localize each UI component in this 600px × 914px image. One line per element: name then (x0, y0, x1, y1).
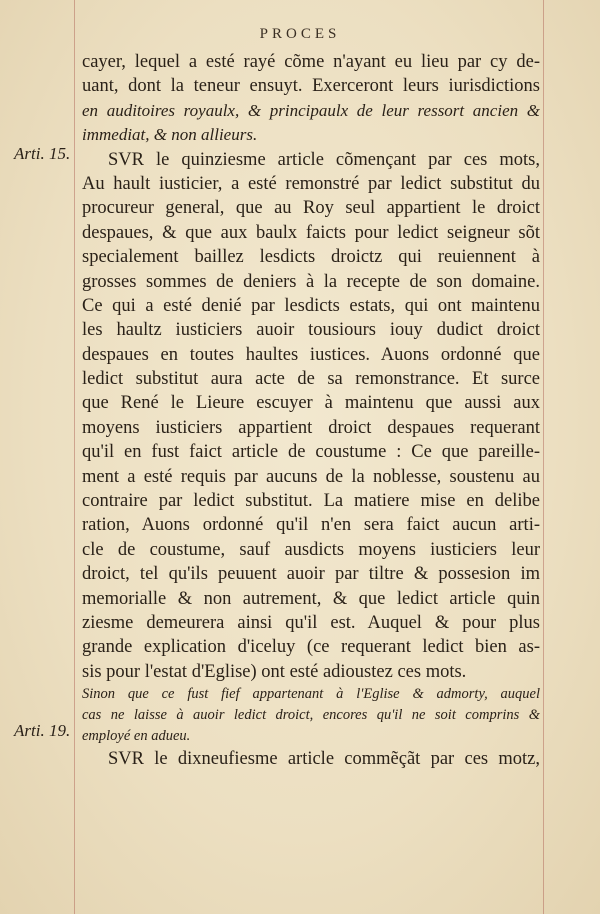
text-line: moyens iusticiers appartient droict despaues requerant (82, 417, 540, 438)
text-line: immediat, & non allieurs. (82, 125, 258, 145)
text-line: cle de coustume, sauf ausdicts moyens iusticiers leur (82, 539, 540, 560)
body-text (82, 50, 540, 772)
text-line: SVR le quinziesme article cõmençant par ces mots, (108, 149, 540, 170)
text-line: cas ne laisse à auoir ledict droict, encores qu'il ne soit comprins & (82, 707, 540, 724)
text-line: uant, dont la teneur ensuyt. Exerceront leurs iurisdictions (82, 76, 540, 97)
text-line: qu'il en fust faict article de coustume : Ce que pareille- (82, 442, 540, 463)
margin-note-article-19: Arti. 19. (14, 721, 71, 740)
text-line: sis pour l'estat d'Eglise) ont esté adioustez ces mots. (82, 661, 467, 682)
running-head (0, 26, 600, 43)
text-line: ziesme demeurera ainsi qu'il est. Auquel & pour plus (82, 612, 540, 633)
text-line: droict, tel qu'ils peuuent auoir par tiltre & possesion im (82, 564, 540, 585)
text-line: despaues, & que aux baulx faicts pour ledict seigneur sõt (82, 222, 540, 243)
running-head-text: PROCES (259, 26, 341, 42)
text-line: Sinon que ce fust fief appartenant à l'Eglise & admorty, auquel (82, 686, 540, 703)
text-line: specialement baillez lesdicts droictz qui reuiennent à (82, 247, 540, 268)
text-line: memorialle & non autrement, & que ledict article quin (82, 588, 540, 609)
right-margin-rule (543, 0, 544, 914)
text-line: ration, Auons ordonné qu'il n'en sera faict aucun arti- (82, 515, 540, 536)
text-line: contraire par ledict substitut. La matiere mise en delibe (82, 491, 540, 512)
text-line: les haultz iusticiers auoir tousiours iouy dudict droict (82, 320, 540, 341)
text-line: employé en adueu. (82, 728, 191, 745)
text-line: ment a esté requis par aucuns de la noblesse, soustenu au (82, 466, 540, 487)
text-line: Au hault iusticier, a esté remonstré par ledict substitut du (82, 173, 540, 194)
text-line: en auditoires royaulx, & principaulx de leur ressort ancien & (82, 100, 540, 120)
text-line: grosses sommes de deniers à la recepte de son domaine. (82, 271, 540, 292)
left-margin-rule (74, 0, 75, 914)
margin-note-article-15: Arti. 15. (14, 144, 71, 163)
text-line: ledict substitut aura acte de sa remonstrance. Et surce (82, 369, 540, 390)
text-line: procureur general, que au Roy seul appartient le droict (82, 198, 540, 219)
text-line: cayer, lequel a esté rayé cõme n'ayant eu lieu par cy de- (82, 52, 540, 72)
text-line: que René le Lieure escuyer à maintenu que aussi aux (82, 393, 540, 414)
text-line: Ce qui a esté denié par lesdicts estats, qui ont maintenu (82, 295, 540, 316)
text-line: SVR le dixneufiesme article commẽçãt par ces motz, (108, 749, 540, 770)
text-line: despaues en toutes haultes iustices. Auons ordonné que (82, 344, 540, 365)
text-line: grande explication d'iceluy (ce requerant ledict bien as- (82, 637, 540, 658)
